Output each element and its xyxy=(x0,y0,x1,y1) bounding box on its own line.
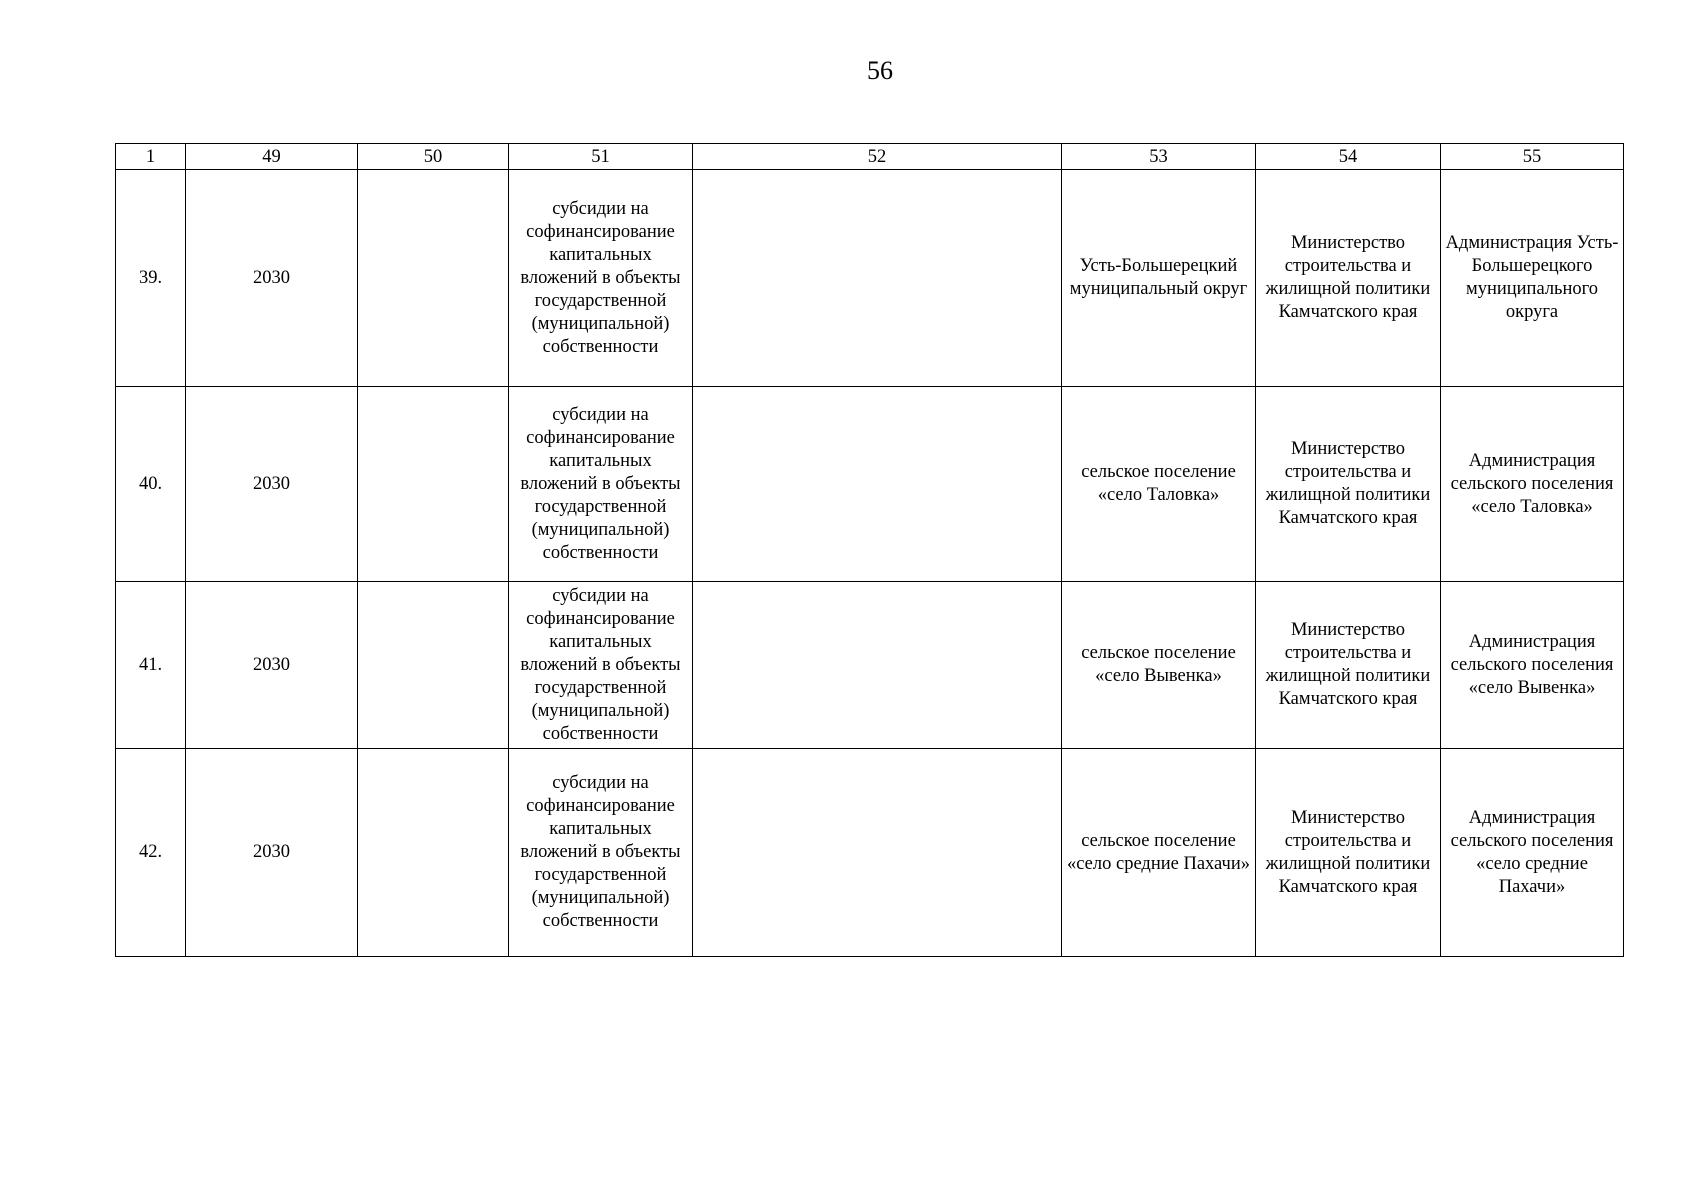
column-header: 51 xyxy=(509,144,693,170)
table-row xyxy=(116,170,1624,387)
year-cell: 2030 xyxy=(186,582,358,749)
column-header: 55 xyxy=(1441,144,1624,170)
table-cell xyxy=(693,170,1062,387)
column-header: 1 xyxy=(116,144,186,170)
table-header-row xyxy=(116,144,1624,170)
ministry-cell: Министерство строительства и жилищной политики Камчатского края xyxy=(1256,170,1441,387)
row-number-cell: 39. xyxy=(116,170,186,387)
table-cell xyxy=(358,749,509,957)
municipality-cell: Усть-Большерецкий муниципальный округ xyxy=(1062,170,1256,387)
funding-type-cell: субсидии на софинансирование капитальных вложений в объекты государственной (муниципальной) собственности xyxy=(509,387,693,582)
table-cell xyxy=(693,749,1062,957)
municipality-cell: сельское поселение «село средние Пахачи» xyxy=(1062,749,1256,957)
table-cell xyxy=(358,387,509,582)
municipality-cell: сельское поселение «село Таловка» xyxy=(1062,387,1256,582)
table-cell xyxy=(693,387,1062,582)
row-number-cell: 42. xyxy=(116,749,186,957)
administration-cell: Администрация сельского поселения «село Таловка» xyxy=(1441,387,1624,582)
administration-cell: Администрация Усть-Большерецкого муниципального округа xyxy=(1441,170,1624,387)
column-header: 49 xyxy=(186,144,358,170)
column-header: 53 xyxy=(1062,144,1256,170)
table-row xyxy=(116,387,1624,582)
year-cell: 2030 xyxy=(186,749,358,957)
table-row xyxy=(116,749,1624,957)
document-table xyxy=(115,143,1624,957)
row-number-cell: 41. xyxy=(116,582,186,749)
ministry-cell: Министерство строительства и жилищной политики Камчатского края xyxy=(1256,387,1441,582)
year-cell: 2030 xyxy=(186,387,358,582)
ministry-cell: Министерство строительства и жилищной политики Камчатского края xyxy=(1256,582,1441,749)
funding-type-cell: субсидии на софинансирование капитальных вложений в объекты государственной (муниципальной) собственности xyxy=(509,170,693,387)
municipality-cell: сельское поселение «село Вывенка» xyxy=(1062,582,1256,749)
table-cell xyxy=(358,582,509,749)
year-cell: 2030 xyxy=(186,170,358,387)
administration-cell: Администрация сельского поселения «село Вывенка» xyxy=(1441,582,1624,749)
table-cell xyxy=(358,170,509,387)
row-number-cell: 40. xyxy=(116,387,186,582)
page-number: 56 xyxy=(867,56,893,85)
column-header: 54 xyxy=(1256,144,1441,170)
column-header: 52 xyxy=(693,144,1062,170)
funding-type-cell: субсидии на софинансирование капитальных вложений в объекты государственной (муниципальной) собственности xyxy=(509,749,693,957)
column-header: 50 xyxy=(358,144,509,170)
administration-cell: Администрация сельского поселения «село средние Пахачи» xyxy=(1441,749,1624,957)
table-cell xyxy=(693,582,1062,749)
funding-type-cell: субсидии на софинансирование капитальных вложений в объекты государственной (муниципальной) собственности xyxy=(509,582,693,749)
table-row xyxy=(116,582,1624,749)
ministry-cell: Министерство строительства и жилищной политики Камчатского края xyxy=(1256,749,1441,957)
